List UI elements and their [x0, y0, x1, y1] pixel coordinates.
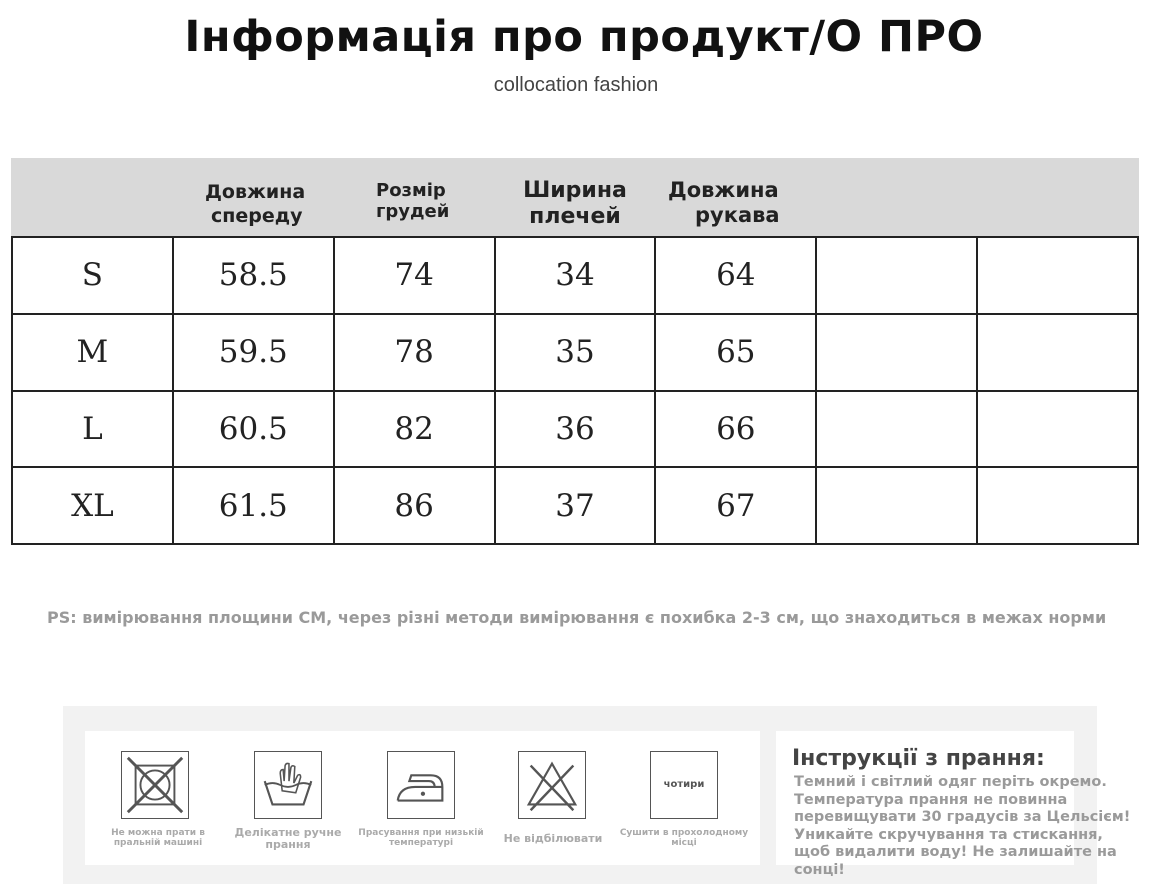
iron-low-temperature-icon — [387, 751, 455, 819]
no-machine-wash-caption: Не можна прати в пральній машині — [111, 828, 205, 848]
no-machine-wash-icon — [121, 751, 189, 819]
iron-low-temperature-caption: Прасування при низькій температурі — [358, 828, 484, 848]
chest-cell: 86 — [334, 467, 495, 544]
empty-cell — [816, 237, 977, 314]
header-sleeve-line1: Довжина — [668, 178, 779, 202]
sleeve-cell: 66 — [655, 391, 816, 468]
empty-cell — [977, 237, 1138, 314]
chest-cell: 74 — [334, 237, 495, 314]
hand-wash-caption: Делікатне ручне прання — [234, 826, 342, 851]
empty-cell — [816, 467, 977, 544]
shoulder-cell: 37 — [495, 467, 656, 544]
header-chest — [376, 180, 449, 222]
empty-cell — [816, 314, 977, 391]
header-shoulder-line2: плечей — [529, 204, 621, 229]
washing-instructions-text: Темний і світлий одяг періть окремо. Температура прання не повинна перевищувати 30 градусів за Цельсієм! Уникайте скручування та стискання, щоб видалити воду! Не залишайте на сонці! — [794, 774, 1131, 878]
header-front-length-line2: спереду — [211, 205, 303, 227]
page-title: Інформація про продукт/О ПРО — [184, 12, 984, 62]
header-shoulder-line1: Ширина — [523, 178, 627, 203]
table-row — [12, 391, 1138, 468]
washing-instructions-title: Інструкції з прання: — [792, 746, 1045, 771]
header-front-length-line1: Довжина — [205, 181, 306, 203]
shoulder-cell: 34 — [495, 237, 656, 314]
front-length-cell: 58.5 — [173, 237, 334, 314]
table-row — [12, 237, 1138, 314]
sleeve-cell: 65 — [655, 314, 816, 391]
chest-cell: 82 — [334, 391, 495, 468]
header-chest-line2: грудей — [376, 201, 450, 222]
size-cell: XL — [12, 467, 173, 544]
dry-in-ventilated-place-icon — [650, 751, 718, 819]
empty-cell — [977, 314, 1138, 391]
do-not-bleach-caption: Не відбілювати — [503, 832, 603, 845]
table-row — [12, 467, 1138, 544]
chest-cell: 78 — [334, 314, 495, 391]
size-table — [11, 236, 1139, 545]
size-cell: M — [12, 314, 173, 391]
empty-cell — [816, 391, 977, 468]
measurement-note: PS: вимірювання площини СМ, через різні методи вимірювання є похибка 2-3 см, що знаходиться в межах норми — [47, 608, 1107, 627]
header-shoulder — [520, 178, 630, 230]
dry-icon-label: чотири — [663, 779, 705, 790]
front-length-cell: 60.5 — [173, 391, 334, 468]
sleeve-cell: 67 — [655, 467, 816, 544]
header-chest-line1: Розмір — [376, 180, 446, 201]
empty-cell — [977, 391, 1138, 468]
header-front-length — [205, 180, 305, 228]
size-cell: S — [12, 237, 173, 314]
do-not-bleach-icon — [518, 751, 586, 819]
size-cell: L — [12, 391, 173, 468]
subtitle: collocation fashion — [493, 74, 659, 96]
dry-in-ventilated-place-caption: Сушити в прохолодному місці — [619, 828, 749, 848]
front-length-cell: 61.5 — [173, 467, 334, 544]
front-length-cell: 59.5 — [173, 314, 334, 391]
header-sleeve — [668, 178, 780, 228]
table-row — [12, 314, 1138, 391]
sleeve-cell: 64 — [655, 237, 816, 314]
header-sleeve-line2: рукава — [695, 203, 780, 227]
hand-wash-icon — [254, 751, 322, 819]
empty-cell — [977, 467, 1138, 544]
shoulder-cell: 35 — [495, 314, 656, 391]
shoulder-cell: 36 — [495, 391, 656, 468]
